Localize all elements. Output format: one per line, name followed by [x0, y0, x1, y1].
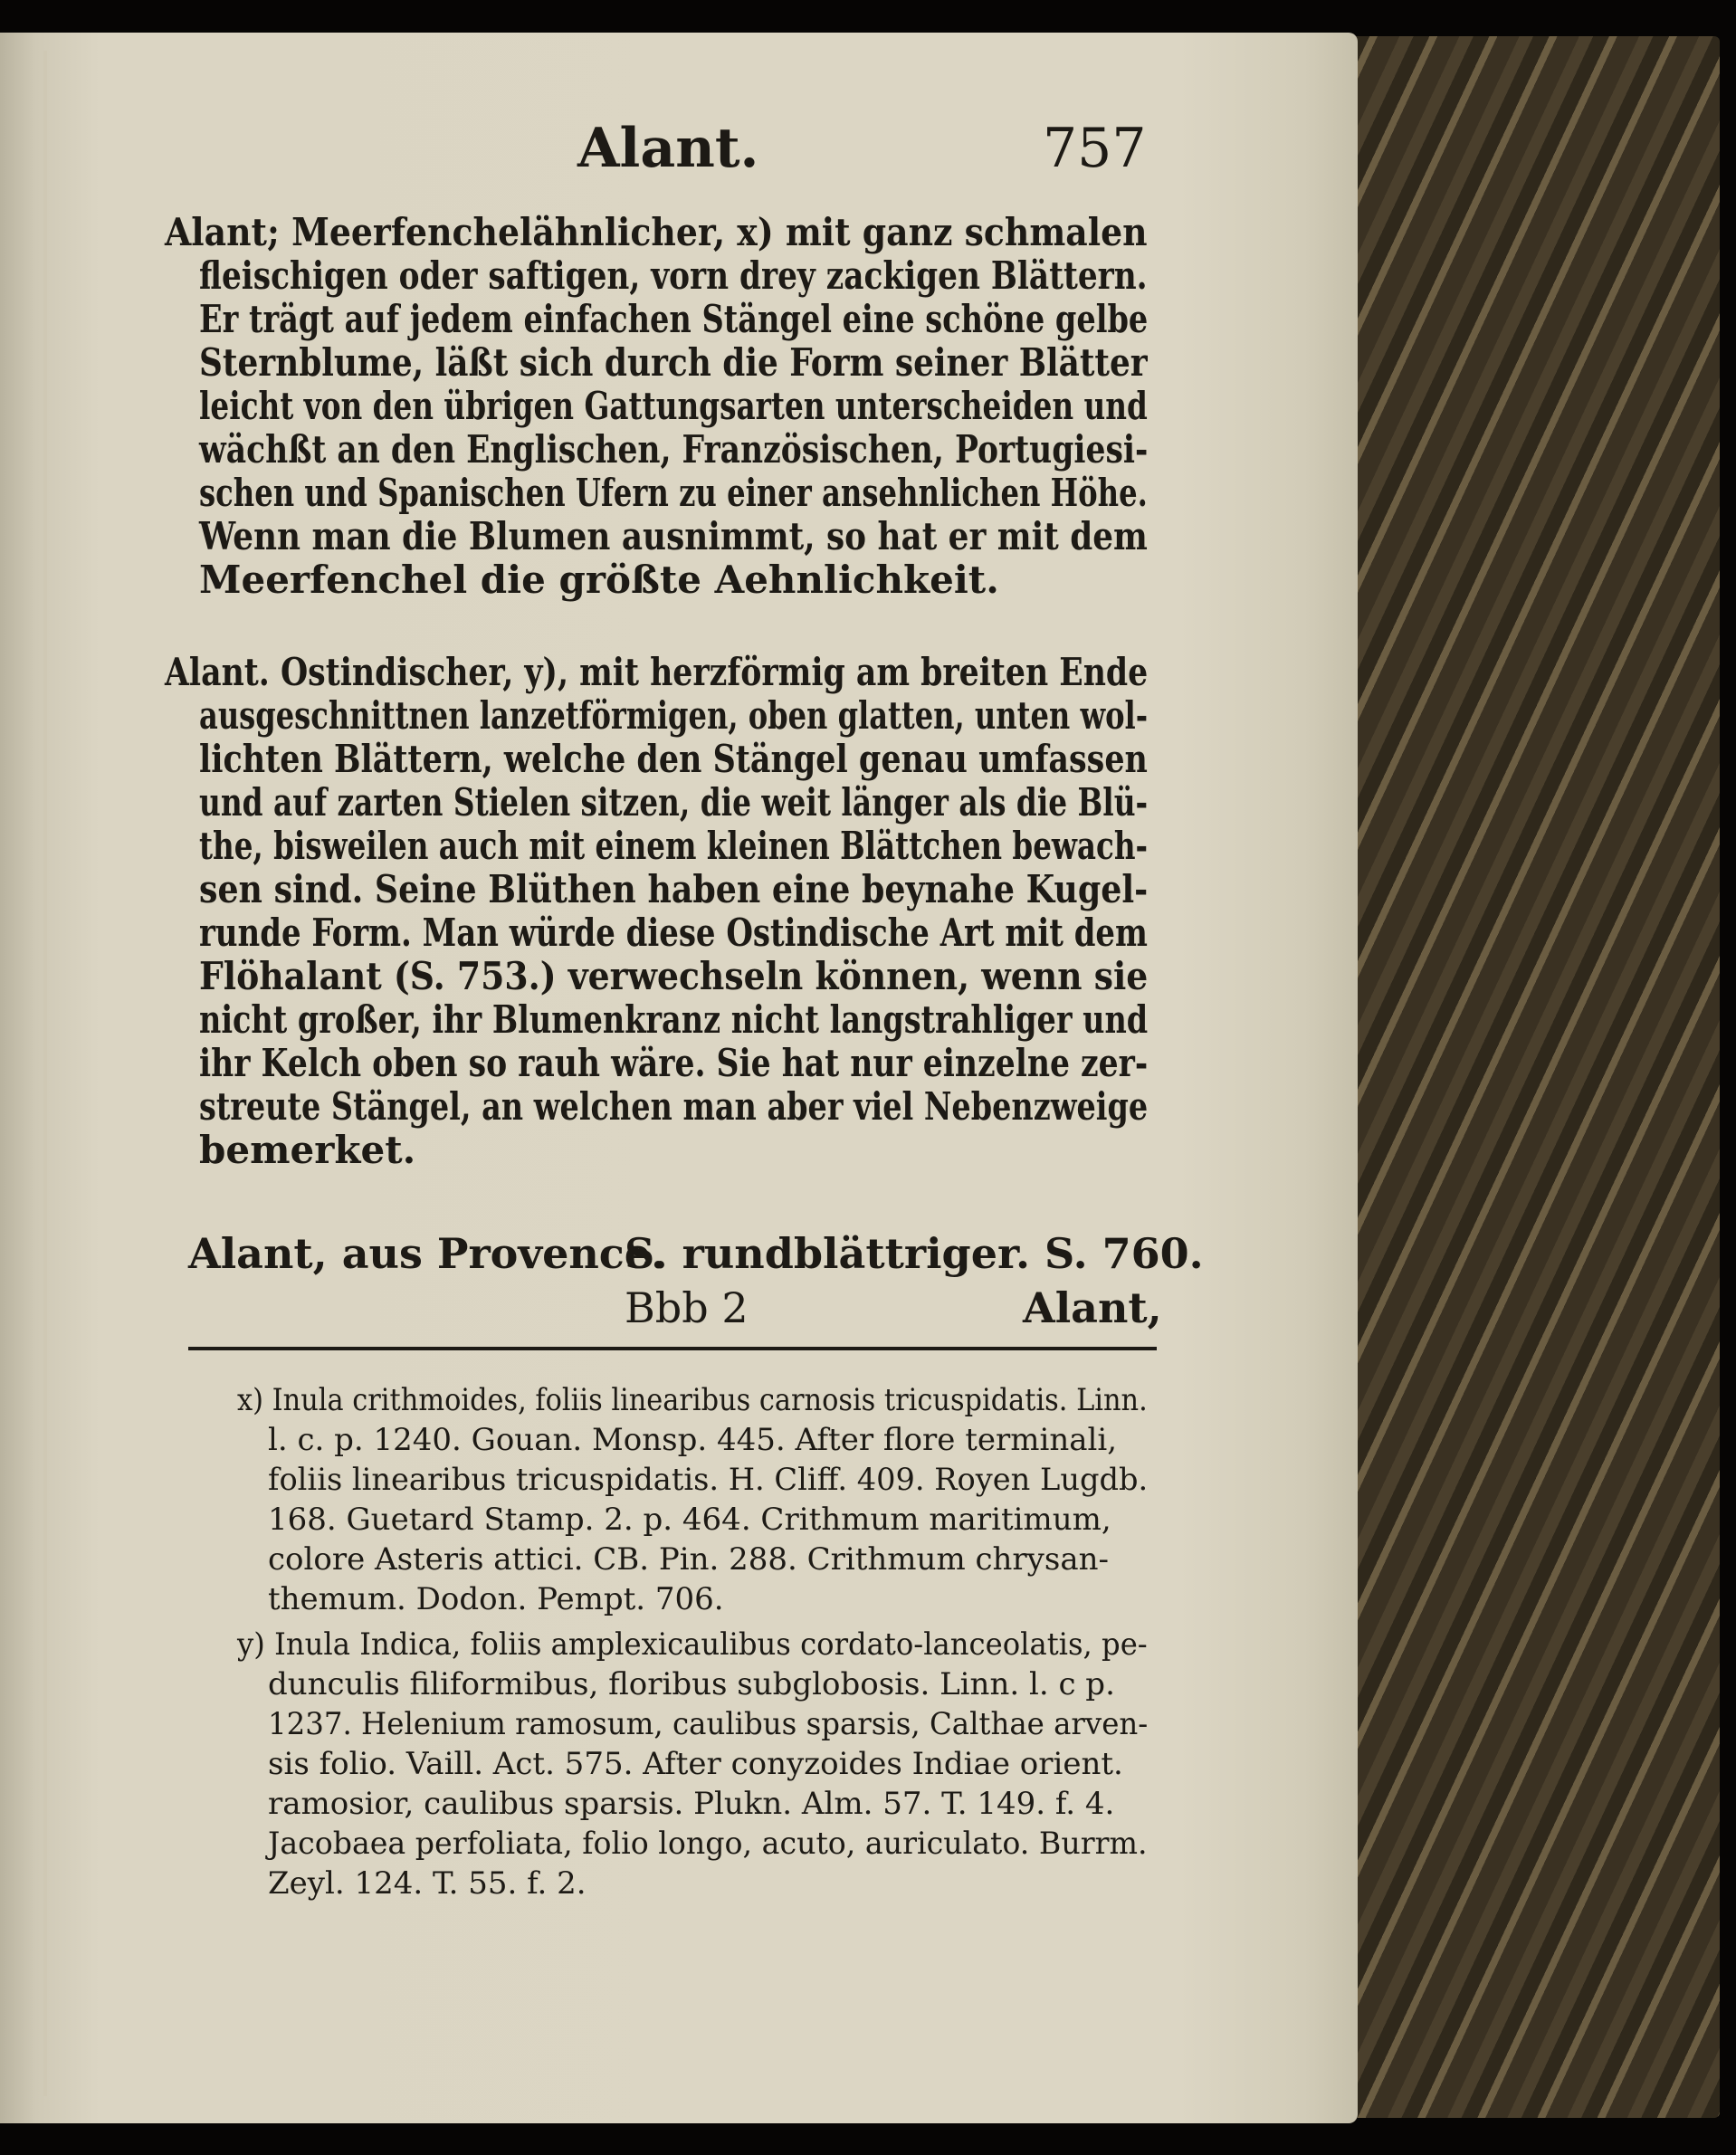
text-line: x) Inula crithmoides, foliis linearibus carnosis tricuspidatis. Linn. — [237, 1382, 1148, 1418]
text-line: 168. Guetard Stamp. 2. p. 464. Crithmum maritimum, — [268, 1502, 1111, 1538]
running-head: Alant. — [577, 117, 759, 180]
text-line: Flöhalant (S. 753.) verwechseln können, wenn sie — [199, 954, 1149, 998]
text-line: dunculis filiformibus, floribus subglobosis. Linn. l. c p. — [268, 1666, 1115, 1702]
text-line: runde Form. Man würde diese Ostindische Art mit dem — [199, 911, 1148, 955]
catchword: Alant, — [1023, 1283, 1162, 1332]
text-line: bemerket. — [199, 1128, 416, 1172]
text-line: Sternblume, läßt sich durch die Form seiner Blätter — [199, 340, 1148, 385]
text-line: wächßt an den Englischen, Französischen, Portugiesi- — [199, 427, 1149, 472]
text-line: colore Asteris attici. CB. Pin. 288. Crithmum chrysan- — [268, 1541, 1109, 1578]
text-line: Meerfenchel die größte Aehnlichkeit. — [199, 558, 999, 602]
text-line: Jacobaea perfoliata, folio longo, acuto, auriculato. Burrm. — [268, 1826, 1148, 1862]
text-line: lichten Blättern, welche den Stängel genau umfassen — [199, 737, 1148, 781]
text-line: schen und Spanischen Ufern zu einer ansehnlichen Höhe. — [199, 471, 1148, 515]
footnote-rule — [188, 1347, 1157, 1350]
text-line: streute Stängel, an welchen man aber viel Nebenzweige — [199, 1084, 1149, 1129]
text-line: ausgeschnittnen lanzetförmigen, oben glatten, unten wol- — [199, 693, 1149, 738]
text-line: ramosior, caulibus sparsis. Plukn. Alm. 57. T. 149. f. 4. — [268, 1786, 1115, 1822]
text-line: leicht von den übrigen Gattungsarten unterscheiden und — [199, 384, 1148, 428]
text-line: Zeyl. 124. T. 55. f. 2. — [268, 1865, 587, 1902]
text-line: sen sind. Seine Blüthen haben eine beynahe Kugel- — [199, 867, 1149, 911]
text-line: Alant. Ostindischer, y), mit herzförmig am breiten Ende — [165, 650, 1149, 694]
text-line: y) Inula Indica, foliis amplexicaulibus cordato-lanceolatis, pe- — [237, 1626, 1148, 1663]
text-line: nicht großer, ihr Blumenkranz nicht langstrahliger und — [199, 997, 1149, 1042]
book-cover-edge — [1340, 36, 1720, 2118]
text-line: the, bisweilen auch mit einem kleinen Blättchen bewach- — [199, 824, 1149, 868]
text-line: Wenn man die Blumen ausnimmt, so hat er mit dem — [199, 514, 1148, 558]
text-line: ihr Kelch oben so rauh wäre. Sie hat nur einzelne zer- — [199, 1041, 1149, 1085]
text-line: sis folio. Vaill. Act. 575. After conyzoides Indiae orient. — [268, 1746, 1123, 1782]
cross-reference-left: Alant, aus Provence. — [188, 1229, 666, 1278]
text-line: l. c. p. 1240. Gouan. Monsp. 445. After flore terminali, — [268, 1422, 1118, 1458]
text-line: 1237. Helenium ramosum, caulibus sparsis, Calthae arven- — [268, 1706, 1149, 1742]
page-number: 757 — [1043, 117, 1147, 180]
text-line: themum. Dodon. Pempt. 706. — [268, 1581, 724, 1617]
text-line: und auf zarten Stielen sitzen, die weit länger als die Blü- — [199, 780, 1149, 825]
text-line: foliis linearibus tricuspidatis. H. Cliff. 409. Royen Lugdb. — [268, 1462, 1149, 1498]
text-line: Er trägt auf jedem einfachen Stängel eine schöne gelbe — [199, 297, 1149, 341]
text-line: fleischigen oder saftigen, vorn drey zackigen Blättern. — [199, 253, 1148, 298]
cross-reference-right: S. rundblättriger. S. 760. — [625, 1229, 1204, 1278]
text-line: Alant; Meerfenchelähnlicher, x) mit ganz schmalen — [165, 210, 1148, 254]
signature-mark: Bbb 2 — [625, 1283, 749, 1332]
